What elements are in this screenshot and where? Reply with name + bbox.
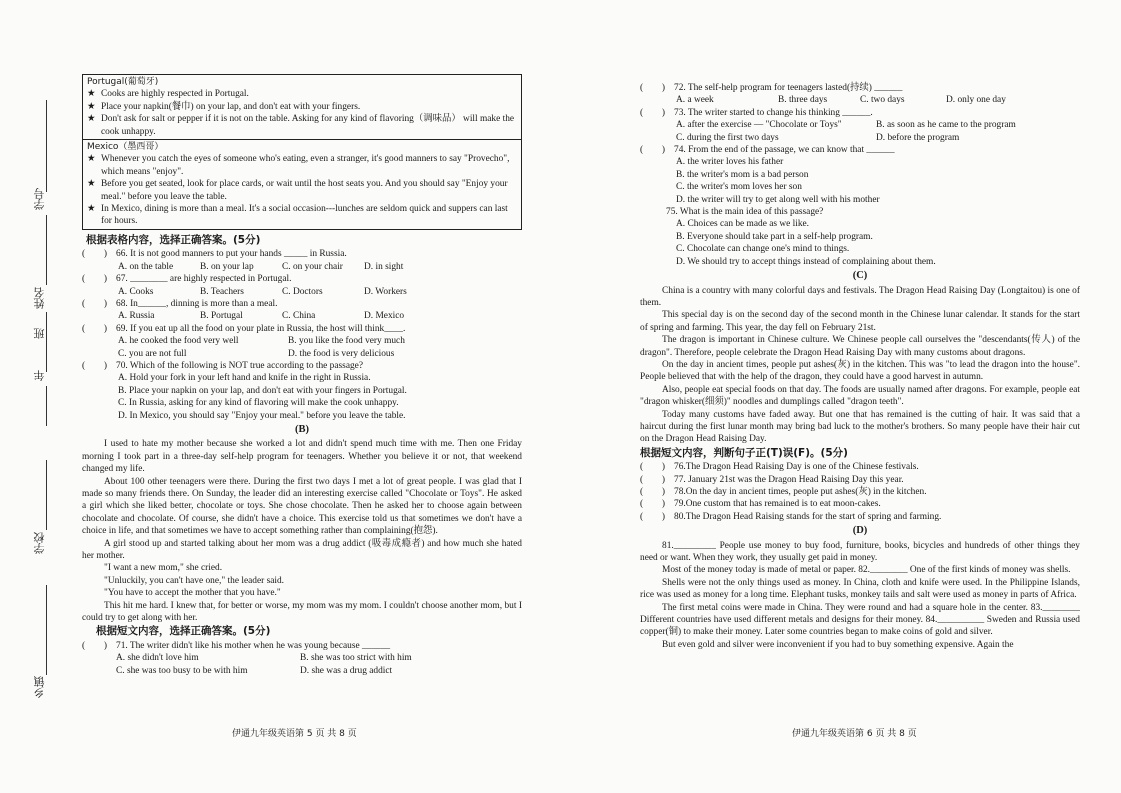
section-c-title: (C) bbox=[852, 270, 868, 282]
answer-box[interactable]: ( ) bbox=[640, 499, 665, 510]
question-76: ( ) 76.The Dragon Head Raising Day is one of the Chinese festivals. bbox=[640, 462, 919, 473]
table-row: ★ Place your napkin(餐巾) on your lap, and don't eat with your fingers. bbox=[87, 101, 361, 112]
star-icon: ★ bbox=[87, 114, 96, 125]
answer-box[interactable]: ( ) bbox=[82, 249, 107, 260]
question-67: ( ) 67. ________ are highly respected in Portugal. A. Cooks B. Teachers C. Doctors D. Workers bbox=[82, 274, 407, 297]
question-79: ( ) 79.One custom that has remained is to eat moon-cakes. bbox=[640, 499, 881, 510]
ban-label: 班 bbox=[33, 328, 46, 339]
question-69: ( ) 69. If you eat up all the food on your plate in Russia, the host will think____. A. he cooked the food very well B. you like the food very much C. you are not full D. the food is very delicious bbox=[82, 323, 406, 359]
nian-line-2 bbox=[46, 386, 47, 426]
etiquette-table bbox=[82, 74, 522, 230]
star-icon: ★ bbox=[87, 89, 96, 100]
question-78: ( ) 78.On the day in ancient times, people put ashes(灰) in the kitchen. bbox=[640, 487, 927, 497]
portugal-section bbox=[83, 75, 521, 139]
answer-box[interactable]: ( ) bbox=[82, 274, 107, 285]
question-70: ( ) 70. Which of the following is NOT true according to the passage? A. Hold your fork in your left hand and knife in the right in Russia. B. Place your napkin on your lap, and don't eat with your fingers in Portugal. C. In Russia, asking for any kind of flavoring will make the cook unhappy. D. In Mexico, you should say "Enjoy your meal." before you leave the table. bbox=[82, 360, 407, 421]
question-75: 75. What is the main idea of this passage? A. Choices can be made as we like. B. Everyone should take part in a self-help program. C. Chocolate can change one's mind to things. D. We should try to accept things instead of complaining about them. bbox=[666, 207, 936, 267]
star-icon: ★ bbox=[87, 179, 96, 190]
passage-d: 81._________ People use money to buy food, furniture, books, bicycles and hundreds of other things they need or want. When they work, they usually get paid in money. Most of the money today is made of metal or paper. 82.________ One of the first kinds of money was shells. Shells were not the only things used as money. In China, cloth and knife were used. In the Philippine Islands, rice was used as money for a long time. Elephant tusks, monkey tails and salt were used as money in parts of Africa. The first metal coins were made in China. They were round and had a square hole in the center. 83.________ Different countries have used different metals and designs for their money. 84.__________ Sweden and Russia used copper(铜) to make their money. Later some countries began to make coins of gold and silver. But even gold and silver were inconvenient if you had to buy something expensive. Again the bbox=[640, 540, 1080, 650]
star-icon: ★ bbox=[87, 101, 96, 112]
page-footer-left: 伊通九年级英语第 5 页 共 8 页 bbox=[232, 729, 357, 739]
tf-questions bbox=[640, 461, 1080, 523]
table-row: ★ Whenever you catch the eyes of someone who's eating, even a stranger, it's good manners to say "Provecho", which means "enjoy". bbox=[87, 154, 510, 177]
question-73: ( ) 73. The writer started to change his thinking ______. A. after the exercise — "Chocolate or Toys" B. as soon as he came to the program C. during the first two days D. before the program bbox=[640, 107, 1016, 143]
answer-box[interactable]: ( ) bbox=[82, 360, 107, 371]
answer-box[interactable]: ( ) bbox=[82, 323, 107, 334]
question-77: ( ) 77. January 21st was the Dragon Head Raising Day this year. bbox=[640, 474, 904, 485]
mexico-heading: Mexico（墨西哥） bbox=[87, 142, 164, 153]
xiangzhen-label: 乡镇 bbox=[33, 676, 46, 698]
page-6 bbox=[640, 82, 1080, 651]
answer-box[interactable]: ( ) bbox=[640, 474, 665, 485]
star-icon: ★ bbox=[87, 204, 96, 215]
page-footer-right: 伊通九年级英语第 6 页 共 8 页 bbox=[792, 729, 917, 739]
passage-b: I used to hate my mother because she worked a lot and didn't spend much time with me. Then one Friday morning I took part in a three-day self-help program for teenagers. Whether you believe it or not, that weekend changed my life. About 100 other teenagers were there. During the first two days I met a lot of great people. I was glad that I made so many friends there. On Sunday, the leader did an interesting exercise called "Chocolate or Toys". He asked a girl which she liked better, chocolate or toys. She chose chocolate. Then he asked her to choose again between chocolate and chocolate. Of course, she didn't have a choice. This exercise told us that sometimes we don't have a choice in life, and that sometimes we have to accept something rather than complaining(抱怨). A girl stood up and started talking about her mom was a drug addict (吸毒成瘾者) and how much she hated her mother. "I want a new mom," she cried. "Unluckily, you can't have one," the leader said. "You have to accept the mother that you have." This hit me hard. I knew that, for better or worse, my mom was my mom. I couldn't choose another mom, but I could try to get along with her. bbox=[82, 439, 522, 624]
answer-box[interactable]: ( ) bbox=[82, 640, 107, 651]
page-5 bbox=[82, 74, 522, 677]
xuexiao-line bbox=[46, 460, 47, 530]
section-d-title: (D) bbox=[852, 525, 868, 537]
answer-box[interactable]: ( ) bbox=[640, 107, 665, 118]
section-instruction-b: 根据短文内容，选择正确答案。(5分) bbox=[96, 625, 271, 638]
answer-box[interactable]: ( ) bbox=[640, 83, 665, 93]
xuehao-label: 学号 bbox=[33, 188, 46, 210]
answer-box[interactable]: ( ) bbox=[82, 298, 107, 309]
question-71: ( ) 71. The writer didn't like his mother when he was young because ______ A. she didn't love him B. she was too strict with him C. she was too busy to be with him D. she was a drug addict bbox=[82, 640, 412, 676]
answer-box[interactable]: ( ) bbox=[640, 145, 665, 156]
star-icon: ★ bbox=[87, 154, 96, 165]
xingming-line bbox=[46, 215, 47, 285]
nian-label: 年 bbox=[33, 370, 46, 381]
table-row: ★ Before you get seated, look for place cards, or wait until the host seats you. And you should say "Enjoy your meal." before you leave the table. bbox=[87, 179, 508, 202]
answer-box[interactable]: ( ) bbox=[640, 511, 665, 522]
section-instruction-a: 根据表格内容，选择正确答案。(5分) bbox=[86, 233, 261, 246]
section-b-title: (B) bbox=[295, 423, 309, 435]
portugal-heading: Portugal(葡萄牙) bbox=[87, 77, 159, 87]
section-instruction-c: 根据短文内容，判断句子正(T)误(F)。(5分) bbox=[640, 446, 848, 459]
question-68: ( ) 68. In______, dinning is more than a meal. A. Russia B. Portugal C. China D. Mexico bbox=[82, 298, 405, 322]
question-72: ( ) 72. The self-help program for teenagers lasted(持续) ______ A. a week B. three days C. two days D. only one day bbox=[640, 83, 1006, 106]
xingming-label: 姓名 bbox=[33, 287, 46, 309]
xiangzhen-line bbox=[46, 585, 47, 675]
question-66: ( ) 66. It is not good manners to put your hands _____ in Russia. A. on the table B. on your lap C. on your chair D. in sight bbox=[82, 249, 404, 272]
table-row: ★ Cooks are highly respected in Portugal. bbox=[87, 89, 249, 100]
passage-c: China is a country with many colorful days and festivals. The Dragon Head Raising Day (Longtaitou) is one of them. This special day is on the second day of the second month in the Chinese lunar calendar. It stands for the start of spring and farming. This year, the day fell on February 21st. The dragon is important in Chinese culture. We Chinese people call ourselves the "descendants(传人) of the dragon". Therefore, people celebrate the Dragon Head Raising Day with many customs about dragons. On the day in ancient times, people put ashes(灰) in the kitchen. This was "to lead the dragon into the house". People believed that with the help of the dragon, they could have a good harvest in autumn. Also, people eat special foods on that day. The foods are usually named after dragons. For example, people eat "dragon whisker(细须)" noodles and dumplings called "dragon teeth". Today many customs have faded away. But one that has remained is the cutting of hair. It was said that a haircut during the first lunar month may bring bad luck to the mother's brothers. So many people have their hair cut on the Dragon Head Raising Day. bbox=[640, 285, 1080, 445]
ban-line bbox=[46, 312, 47, 342]
answer-box[interactable]: ( ) bbox=[640, 462, 665, 473]
question-80: ( ) 80.The Dragon Head Raising stands for the start of spring and farming. bbox=[640, 511, 942, 522]
mexico-section bbox=[83, 139, 521, 229]
question-74: ( ) 74. From the end of the passage, we can know that ______ A. the writer loves his father B. the writer's mom is a bad person C. the writer's mom loves her son D. the writer will try to get along well with his mother bbox=[640, 145, 895, 205]
binding-margin bbox=[0, 0, 60, 793]
xuexiao-label: 学校 bbox=[33, 532, 46, 554]
table-row: ★ Don't ask for salt or pepper if it is not on the table. Asking for any kind of flavoring（调味品） will make the cook unhappy. bbox=[87, 114, 515, 137]
xuehao-line bbox=[46, 100, 47, 192]
answer-box[interactable]: ( ) bbox=[640, 487, 665, 497]
table-row: ★ In Mexico, dining is more than a meal. It's a social occasion---lunches are seldom quick and suppers can last for hours. bbox=[87, 204, 508, 227]
nian-line bbox=[46, 342, 47, 372]
